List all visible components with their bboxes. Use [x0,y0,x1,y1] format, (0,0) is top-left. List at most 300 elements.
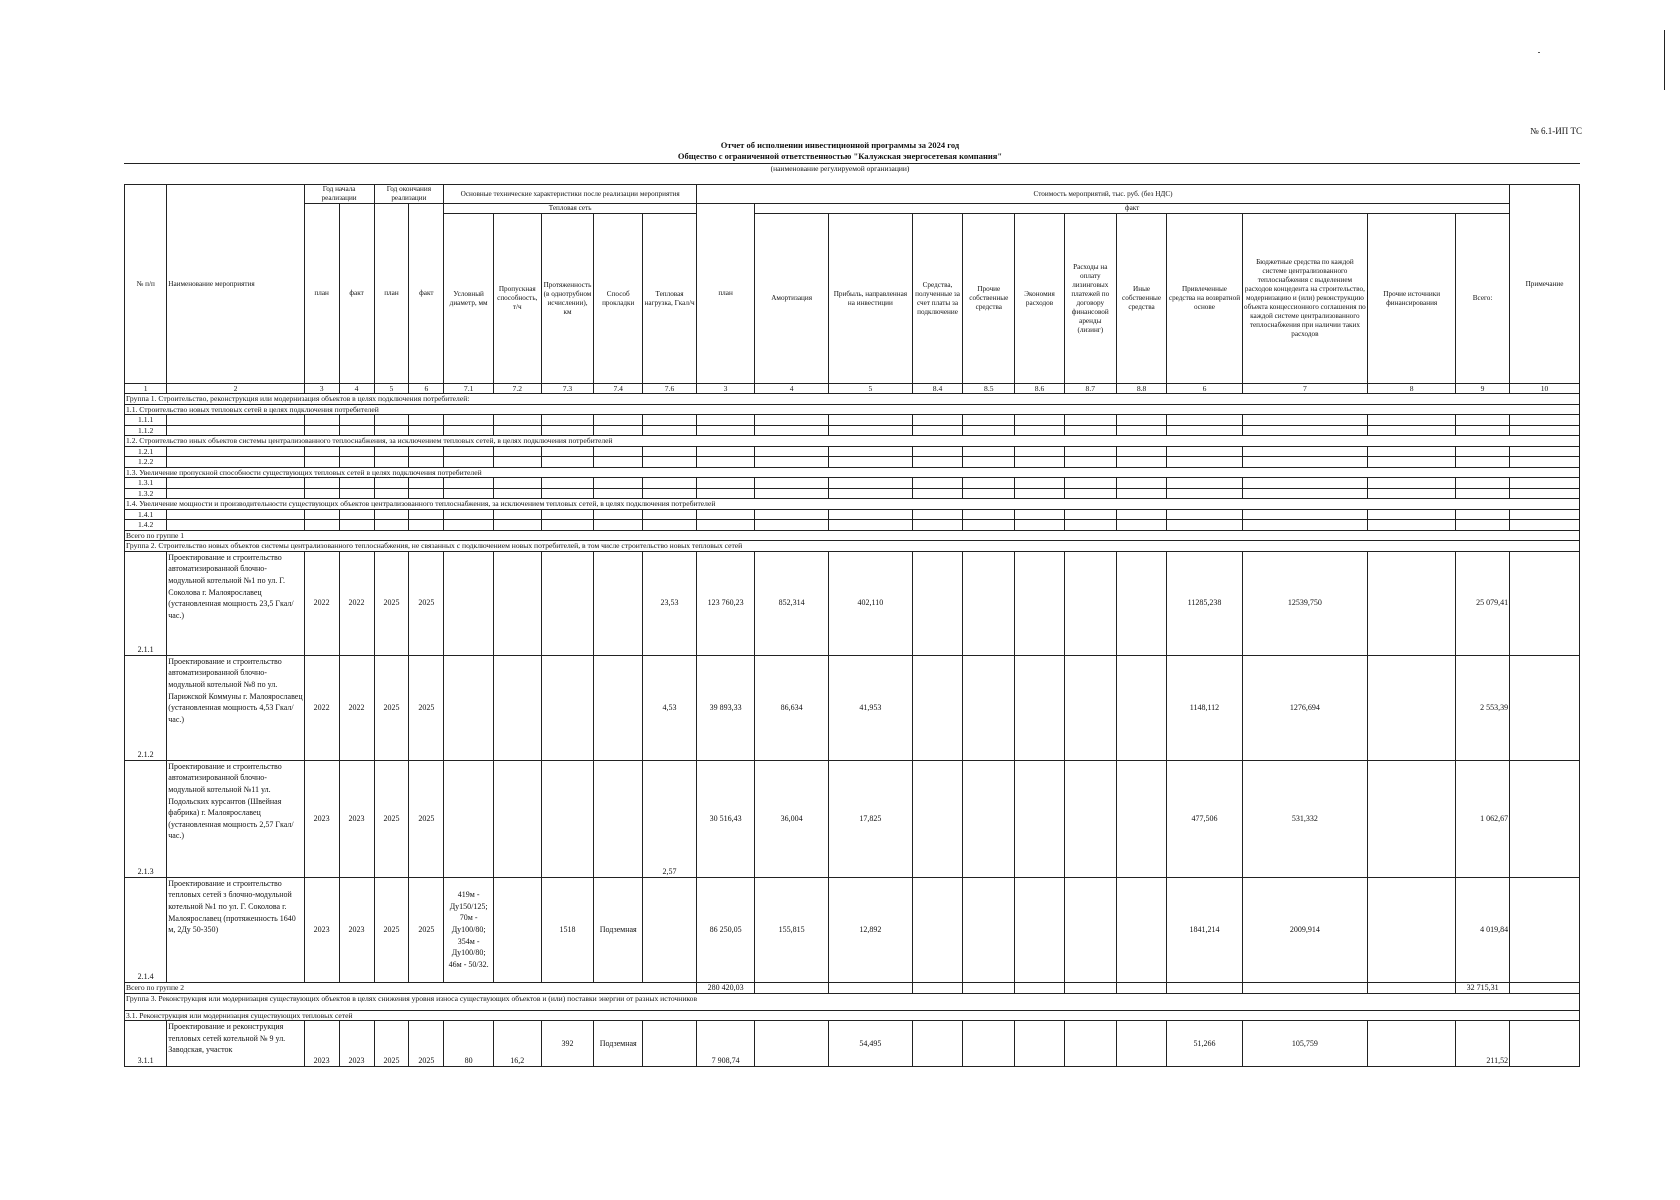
empty-cell [1167,509,1242,519]
profit-cell: 17,825 [829,760,913,877]
group-1-3-title: 1.3. Увеличение пропускной способности существующих тепловых сетей в целях подключения потребителей [125,467,1580,477]
empty-cell [643,446,697,456]
empty-cell [643,415,697,425]
empty-cell [541,415,594,425]
empty-cell [493,478,541,488]
measure-name: Проектирование и реконструкция тепловых сетей котельной № 9 ул. Заводская, участок [167,1021,304,1067]
empty-cell [594,457,643,467]
other-sources-cell [1368,760,1456,877]
empty-cell [444,446,494,456]
total-cell: 1 062,67 [1456,760,1510,877]
report-title: Отчет об исполнении инвестиционной программы за 2024 год [720,140,960,150]
empty-cell [444,509,494,519]
empty-cell [339,425,374,435]
empty-cell [697,520,755,530]
empty-cell [493,520,541,530]
empty-cell [697,446,755,456]
end-year-fact: 2025 [409,1021,444,1067]
header-start-fact: факт [339,204,374,384]
total-cell: 4 019,84 [1456,877,1510,982]
header-num: № п/п [125,185,167,384]
empty-cell [755,488,829,498]
heat-load-cell: 4,53 [643,655,697,760]
end-year-fact: 2025 [409,877,444,982]
empty-cell [912,425,963,435]
empty-cell [409,446,444,456]
empty-cell [697,478,755,488]
empty-cell [963,488,1015,498]
length-cell [541,551,594,655]
empty-cell [339,509,374,519]
diameter-cell [444,655,494,760]
cost-plan-cell: 39 893,33 [697,655,755,760]
measure-name: Проектирование и строительство автоматизированной блочно-модульной котельной №11 ул. Подольских курсантов (Швейная фабрика) г. Малоярославец (установленная мощность 2,57 Гкал/час.) [167,760,304,877]
organization-name: Общество с ограниченной ответственностью "Калужская энергосетевая компания" [677,151,1003,161]
start-year-fact: 2023 [339,877,374,982]
measure-name: Проектирование и строительство автоматизированной блочно-модульной котельной №8 по ул. Парижской Коммуны г. Малоярославец (установленная мощность 4,53 Гкал/час.) [167,655,304,760]
empty-cell [594,415,643,425]
laying-cell [594,655,643,760]
column-number: 3 [697,384,755,394]
empty-cell [167,509,304,519]
other-own-cell [1116,760,1167,877]
other-sources-cell [1368,877,1456,982]
empty-cell [339,415,374,425]
end-year-plan: 2025 [374,760,409,877]
throughput-cell [493,877,541,982]
amortization-cell: 155,815 [755,877,829,982]
diameter-cell [444,760,494,877]
empty-row [125,478,1580,488]
empty-cell [1368,509,1456,519]
empty-cell [1510,509,1580,519]
amortization-cell [755,1021,829,1067]
row-number: 1.2.2 [125,457,167,467]
column-number: 8.5 [963,384,1015,394]
empty-cell [339,446,374,456]
empty-cell [374,478,409,488]
empty-cell [1242,478,1368,488]
group-1-total: Всего по группе 1 [125,530,1580,540]
fee-cell [912,551,963,655]
empty-cell [829,478,913,488]
empty-cell [1510,415,1580,425]
empty-cell [1242,425,1368,435]
table-row [125,655,1580,760]
empty-cell [594,520,643,530]
empty-cell [829,446,913,456]
empty-cell [1368,520,1456,530]
empty-cell [829,457,913,467]
profit-cell: 54,495 [829,1021,913,1067]
header-diameter: Условный диаметр, мм [444,214,494,384]
empty-cell [167,488,304,498]
empty-cell [963,509,1015,519]
empty-cell [374,425,409,435]
fee-cell [912,655,963,760]
own-funds-cell [963,551,1015,655]
empty-cell [167,520,304,530]
row-number: 1.4.2 [125,520,167,530]
note-cell [1510,655,1580,760]
empty-cell [755,425,829,435]
column-number: 8.7 [1064,384,1116,394]
empty-cell [409,415,444,425]
heat-load-cell [643,877,697,982]
empty-cell [167,457,304,467]
start-year-plan: 2022 [304,551,339,655]
empty-cell [1015,478,1065,488]
fee-cell [912,760,963,877]
empty-cell [409,488,444,498]
empty-cell [444,425,494,435]
empty-cell [1116,478,1167,488]
own-funds-cell [963,655,1015,760]
empty-cell [594,446,643,456]
empty-cell [1456,425,1510,435]
empty-cell [1064,520,1116,530]
empty-cell [1064,457,1116,467]
row-number: 1.2.1 [125,446,167,456]
length-cell: 392 [541,1021,594,1067]
profit-cell: 402,110 [829,551,913,655]
empty-cell [1116,425,1167,435]
header-other-own: Иные собственные средства [1116,214,1167,384]
cost-plan-cell: 30 516,43 [697,760,755,877]
leasing-cell [1064,760,1116,877]
cost-plan-cell: 86 250,05 [697,877,755,982]
empty-cell [963,415,1015,425]
borrowed-cell: 11285,238 [1167,551,1242,655]
header-cost: Стоимость мероприятий, тыс. руб. (без НДС) [697,185,1510,204]
empty-cell [339,488,374,498]
empty-cell [912,446,963,456]
empty-cell [755,446,829,456]
empty-cell [1510,478,1580,488]
empty-cell [697,457,755,467]
header-total: Всего: [1456,214,1510,384]
diameter-cell: 419м - Ду150/125; 70м - Ду100/80; 354м - Ду100/80; 46м - 50/32. [444,877,494,982]
empty-cell [963,457,1015,467]
empty-cell [304,415,339,425]
throughput-cell [493,655,541,760]
empty-cell [304,425,339,435]
empty-row [125,457,1580,467]
leasing-cell [1064,1021,1116,1067]
empty-cell [829,488,913,498]
empty-cell [1064,478,1116,488]
header-profit: Прибыль, направленная на инвестиции [829,214,913,384]
other-sources-cell [1368,1021,1456,1067]
column-number: 7.4 [594,384,643,394]
empty-cell [1242,488,1368,498]
header-cost-fact: факт [755,204,1510,214]
throughput-cell: 16,2 [493,1021,541,1067]
row-number: 3.1.1 [125,1021,167,1067]
empty-cell [1242,520,1368,530]
end-year-fact: 2025 [409,551,444,655]
empty-cell [912,415,963,425]
empty-cell [1456,488,1510,498]
empty-cell [493,457,541,467]
empty-cell [1015,415,1065,425]
other-own-cell [1116,1021,1167,1067]
note-cell [1510,760,1580,877]
own-funds-cell [963,1021,1015,1067]
header-end-year: Год окончания реализации [374,185,444,204]
organization-caption: (наименование регулируемой организации) [770,164,910,173]
row-number: 2.1.1 [125,551,167,655]
header-own: Прочие собственные средства [963,214,1015,384]
heat-load-cell: 23,53 [643,551,697,655]
empty-cell [1167,457,1242,467]
empty-cell [755,478,829,488]
header-start-plan: план [304,204,339,384]
column-number: 8.8 [1116,384,1167,394]
row-number: 2.1.3 [125,760,167,877]
heat-load-cell [643,1021,697,1067]
empty-cell [339,478,374,488]
empty-cell [167,425,304,435]
empty-cell [374,457,409,467]
column-number: 8.4 [912,384,963,394]
amortization-cell: 852,314 [755,551,829,655]
empty-cell [1242,415,1368,425]
empty-cell [1510,457,1580,467]
empty-cell [1116,520,1167,530]
group-1-2-title: 1.2. Строительство иных объектов системы централизованного теплоснабжения, за исключением тепловых сетей, в целях подключения потребителей [125,436,1580,446]
empty-cell [409,425,444,435]
profit-cell: 12,892 [829,877,913,982]
empty-row [125,520,1580,530]
column-number: 7.3 [541,384,594,394]
column-number: 1 [125,384,167,394]
budget-cell: 2009,914 [1242,877,1368,982]
empty-cell [697,415,755,425]
column-number: 6 [1167,384,1242,394]
leasing-cell [1064,877,1116,982]
note-cell [1510,551,1580,655]
investment-report-table [124,184,1580,1067]
empty-cell [304,457,339,467]
start-year-plan: 2023 [304,877,339,982]
empty-cell [1510,425,1580,435]
total-cell: 211,52 [1456,1021,1510,1067]
row-number: 1.3.1 [125,478,167,488]
budget-cell: 531,332 [1242,760,1368,877]
diameter-cell: 80 [444,1021,494,1067]
empty-cell [1368,478,1456,488]
empty-cell [912,457,963,467]
start-year-plan: 2023 [304,1021,339,1067]
empty-cell [444,488,494,498]
length-cell [541,760,594,877]
header-laying: Способ прокладки [594,214,643,384]
empty-cell [1167,488,1242,498]
empty-cell [1015,509,1065,519]
empty-cell [1456,415,1510,425]
column-number: 8.6 [1015,384,1065,394]
total-cell: 2 553,39 [1456,655,1510,760]
empty-row [125,488,1580,498]
empty-row [125,425,1580,435]
group-2-total: Всего по группе 2 [125,982,697,993]
empty-cell [1015,457,1065,467]
laying-cell [594,760,643,877]
header-throughput: Пропускная способность, т/ч [493,214,541,384]
empty-cell [1167,425,1242,435]
empty-cell [374,509,409,519]
other-own-cell [1116,877,1167,982]
note-cell [1510,1021,1580,1067]
scan-dot [1538,52,1540,53]
empty-cell [304,446,339,456]
header-other-src: Прочие источники финансирования [1368,214,1456,384]
end-year-plan: 2025 [374,655,409,760]
group-2-total-plan: 280 420,03 [697,982,755,993]
header-borrowed: Привлеченные средства на возвратной основе [1167,214,1242,384]
empty-cell [493,425,541,435]
heat-load-cell: 2,57 [643,760,697,877]
empty-cell [829,520,913,530]
column-number: 8 [1368,384,1456,394]
empty-cell [541,488,594,498]
empty-cell [1064,446,1116,456]
budget-cell: 1276,694 [1242,655,1368,760]
empty-cell [829,509,913,519]
empty-cell [1456,446,1510,456]
column-number: 4 [755,384,829,394]
header-length: Протяженность (в однотрубном исчислении), км [541,214,594,384]
end-year-plan: 2025 [374,877,409,982]
cost-plan-cell: 123 760,23 [697,551,755,655]
end-year-plan: 2025 [374,551,409,655]
group-2-total-row [125,982,1580,993]
empty-cell [1116,488,1167,498]
header-fee: Средства, полученные за счет платы за подключение [912,214,963,384]
empty-cell [1167,478,1242,488]
empty-cell [643,425,697,435]
empty-cell [304,509,339,519]
empty-cell [1242,446,1368,456]
end-year-fact: 2025 [409,655,444,760]
header-economy: Экономия расходов [1015,214,1065,384]
empty-cell [1064,488,1116,498]
budget-cell: 12539,750 [1242,551,1368,655]
empty-cell [912,478,963,488]
empty-cell [167,415,304,425]
table-row [125,760,1580,877]
row-number: 2.1.2 [125,655,167,760]
empty-cell [643,457,697,467]
diameter-cell [444,551,494,655]
empty-cell [304,520,339,530]
other-sources-cell [1368,655,1456,760]
header-heat-net: Тепловая сеть [444,204,697,214]
header-load: Тепловая нагрузка, Гкал/ч [643,214,697,384]
empty-cell [444,478,494,488]
row-number: 1.1.2 [125,425,167,435]
empty-cell [1242,509,1368,519]
header-budget: Бюджетные средства по каждой системе централизованного теплоснабжения с выделением расходов концедента на строительство, модернизацию и (или) реконструкцию объекта концессионного соглашения по каждой системе централизованного теплоснабжения при наличии таких расходов [1242,214,1368,384]
group-2-title: Группа 2. Строительство новых объектов системы централизованного теплоснабжения, не связанных с подключением новых потребителей, в том числе строительство новых тепловых сетей [125,541,1580,551]
group-3-1-title: 3.1. Реконструкция или модернизация существующих тепловых сетей [125,1010,1580,1020]
empty-cell [374,446,409,456]
row-number: 1.3.2 [125,488,167,498]
borrowed-cell: 477,506 [1167,760,1242,877]
empty-cell [594,509,643,519]
empty-cell [493,446,541,456]
empty-cell [1242,457,1368,467]
header-tech: Основные технические характеристики после реализации мероприятия [444,185,697,204]
start-year-fact: 2022 [339,551,374,655]
economy-cell [1015,760,1065,877]
throughput-cell [493,551,541,655]
empty-cell [643,488,697,498]
empty-cell [1116,415,1167,425]
borrowed-cell: 1841,214 [1167,877,1242,982]
empty-cell [409,457,444,467]
own-funds-cell [963,877,1015,982]
table-row [125,1021,1580,1067]
group-1-1-title: 1.1. Строительство новых тепловых сетей в целях подключения потребителей [125,404,1580,414]
empty-cell [1368,415,1456,425]
column-number: 7.6 [643,384,697,394]
empty-cell [1015,488,1065,498]
column-numbers-row [125,384,1580,394]
column-number: 5 [374,384,409,394]
measure-name: Проектирование и строительство автоматизированной блочно-модульной котельной №1 по ул. Г. Соколова г. Малоярославец (установленная мощность 23,5 Гкал/час.) [167,551,304,655]
scan-edge-mark [1664,30,1665,90]
empty-cell [963,478,1015,488]
column-number: 7.2 [493,384,541,394]
empty-cell [1456,520,1510,530]
amortization-cell: 86,634 [755,655,829,760]
empty-cell [1064,509,1116,519]
empty-cell [1368,446,1456,456]
other-own-cell [1116,551,1167,655]
start-year-fact: 2023 [339,1021,374,1067]
empty-cell [541,509,594,519]
empty-cell [594,478,643,488]
empty-cell [541,446,594,456]
empty-cell [1167,446,1242,456]
leasing-cell [1064,655,1116,760]
row-number: 1.1.1 [125,415,167,425]
fee-cell [912,1021,963,1067]
column-number: 10 [1510,384,1580,394]
empty-cell [912,520,963,530]
end-year-plan: 2025 [374,1021,409,1067]
start-year-plan: 2022 [304,655,339,760]
economy-cell [1015,877,1065,982]
own-funds-cell [963,760,1015,877]
empty-cell [755,415,829,425]
empty-cell [541,478,594,488]
empty-cell [1116,457,1167,467]
empty-cell [1015,520,1065,530]
header-end-fact: факт [409,204,444,384]
other-sources-cell [1368,551,1456,655]
column-number: 3 [304,384,339,394]
empty-cell [594,488,643,498]
empty-cell [1510,520,1580,530]
column-number: 7 [1242,384,1368,394]
table-row [125,551,1580,655]
empty-cell [963,446,1015,456]
empty-cell [493,415,541,425]
length-cell [541,655,594,760]
